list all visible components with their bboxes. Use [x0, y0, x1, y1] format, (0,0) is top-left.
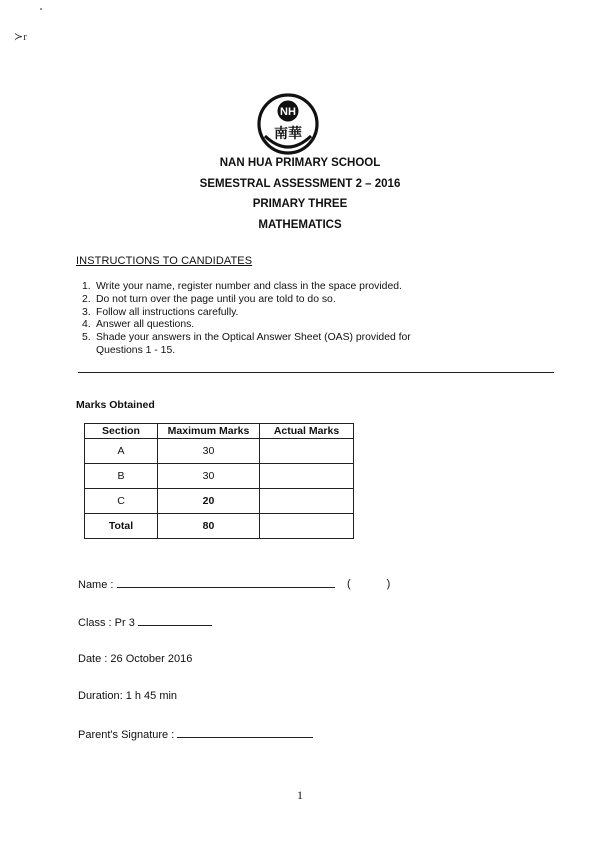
register-number-space[interactable] — [351, 577, 387, 587]
class-field — [78, 615, 212, 629]
section-cell: B — [85, 464, 158, 489]
class-label: Class : Pr 3 — [78, 617, 135, 629]
table-row — [85, 464, 354, 489]
section-cell: C — [85, 489, 158, 514]
header-actual: Actual Marks — [260, 424, 354, 439]
signature-field — [78, 727, 313, 741]
instructions-list — [82, 281, 476, 358]
actual-cell[interactable] — [260, 439, 354, 464]
logo-top-text: NH — [280, 106, 296, 118]
table-row — [85, 489, 354, 514]
header-max: Maximum Marks — [158, 424, 260, 439]
marks-table — [84, 423, 354, 539]
section-cell-total: Total — [85, 514, 158, 539]
level-title: PRIMARY THREE — [252, 198, 348, 210]
class-line[interactable] — [138, 615, 212, 626]
table-row — [85, 439, 354, 464]
name-line[interactable] — [117, 577, 335, 588]
date-field: Date : 26 October 2016 — [78, 653, 193, 665]
max-cell: 20 — [158, 489, 260, 514]
instruction-item: 4. Answer all questions. — [82, 319, 195, 331]
logo-bottom-text: 南華 — [274, 126, 302, 142]
assessment-title: SEMESTRAL ASSESSMENT 2 – 2016 — [199, 178, 401, 190]
name-field — [78, 577, 335, 591]
subject-title: MATHEMATICS — [258, 219, 342, 231]
register-number-field — [347, 577, 390, 590]
corner-mark: ≻r — [14, 31, 27, 43]
divider — [78, 372, 554, 373]
instruction-item: 1. Write your name, register number and class in the space provided. — [82, 281, 402, 292]
header-section: Section — [85, 424, 158, 439]
actual-cell[interactable] — [260, 489, 354, 514]
scan-speck — [40, 8, 42, 10]
table-row — [85, 514, 354, 539]
duration-field: Duration: 1 h 45 min — [78, 690, 178, 702]
paren-close: ) — [386, 578, 391, 590]
paren-open: ( — [347, 578, 351, 590]
signature-label: Parent's Signature : — [78, 729, 175, 741]
table-header-row — [85, 424, 354, 439]
section-cell: A — [85, 439, 158, 464]
marks-title: Marks Obtained — [76, 399, 155, 411]
school-logo — [256, 92, 320, 156]
max-cell: 30 — [158, 439, 260, 464]
actual-cell-total[interactable] — [260, 514, 354, 539]
max-cell-total: 80 — [158, 514, 260, 539]
page-number: 1 — [297, 788, 303, 802]
instruction-item: 5. Shade your answers in the Optical Answer Sheet (OAS) provided for Questions 1 - 15. — [82, 332, 411, 356]
name-label: Name : — [78, 579, 114, 591]
instructions-title: INSTRUCTIONS TO CANDIDATES — [76, 255, 253, 267]
instruction-item: 3. Follow all instructions carefully. — [82, 306, 239, 318]
signature-line[interactable] — [177, 727, 313, 738]
instruction-item: 2. Do not turn over the page until you are told to do so. — [82, 293, 336, 305]
max-cell: 30 — [158, 464, 260, 489]
school-name: NAN HUA PRIMARY SCHOOL — [219, 157, 381, 169]
actual-cell[interactable] — [260, 464, 354, 489]
